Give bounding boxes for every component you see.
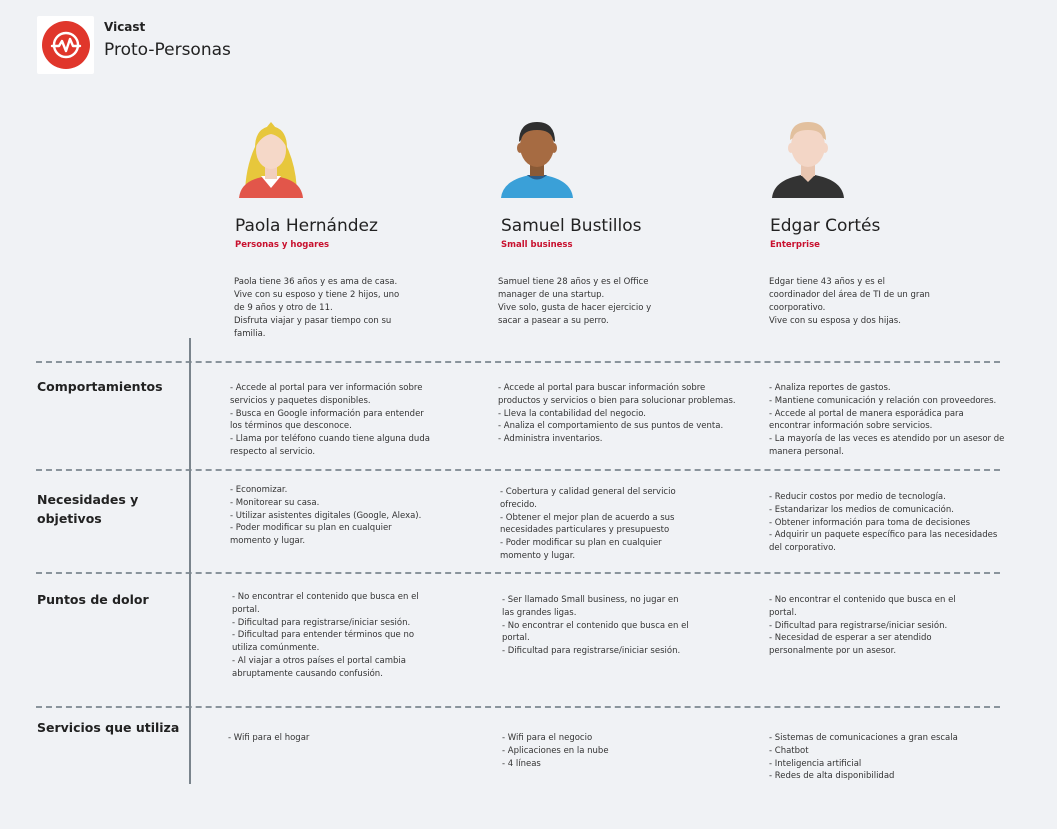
cell-dolor-edgar: - No encontrar el contenido que busca en el portal. - Dificultad para registrarse/iniciar sesión. - Necesidad de esperar a ser atendido personalmente por un asesor. — [769, 595, 956, 657]
divider — [36, 469, 1000, 471]
pulse-icon — [42, 21, 90, 69]
persona-bio: Samuel tiene 28 años y es el Office manager de una startup. Vive solo, gusta de hacer ejercicio y sacar a pasear a su perro. — [498, 277, 652, 326]
cell-necesidades-samuel: - Cobertura y calidad general del servicio ofrecido. - Obtener el mejor plan de acuerdo a sus necesidades particulares y presupuesto - Poder modificar su plan en cualquier momento y lugar. — [500, 487, 676, 561]
vertical-divider — [189, 338, 191, 784]
persona-name: Paola Hernández — [235, 216, 378, 236]
cell-dolor-samuel: - Ser llamado Small business, no jugar en las grandes ligas. - No encontrar el contenido que busca en el portal. - Dificultad para registrarse/iniciar sesión. — [502, 595, 689, 657]
persona-segment: Personas y hogares — [235, 240, 330, 250]
cell-servicios-edgar: - Sistemas de comunicaciones a gran escala - Chatbot - Inteligencia artificial - Redes de alta disponibilidad — [769, 733, 958, 782]
persona-segment: Enterprise — [770, 240, 820, 250]
cell-comportamientos-samuel: - Accede al portal para buscar información sobre productos y servicios o bien para solucionar problemas. - Lleva la contabilidad del negocio. - Analiza el comportamiento de sus puntos de venta. - Administra inventarios. — [498, 383, 736, 445]
divider — [36, 361, 1000, 363]
persona-segment: Small business — [501, 240, 573, 250]
cell-servicios-paola: - Wifi para el hogar — [228, 733, 310, 743]
row-label-necesidades: Necesidades y objetivos — [37, 492, 139, 526]
persona-name: Samuel Bustillos — [501, 216, 642, 236]
brand-name: Vicast — [104, 20, 146, 34]
divider — [36, 706, 1000, 708]
logo — [37, 16, 94, 74]
cell-comportamientos-edgar: - Analiza reportes de gastos. - Mantiene comunicación y relación con proveedores. - Accede al portal de manera esporádica para encontrar información sobre servicios. - La mayoría de las veces es atendido por un asesor de manera personal. — [769, 383, 1005, 457]
cell-servicios-samuel: - Wifi para el negocio - Aplicaciones en la nube - 4 líneas — [502, 733, 609, 769]
persona-name: Edgar Cortés — [770, 216, 881, 236]
cell-necesidades-paola: - Economizar. - Monitorear su casa. - Utilizar asistentes digitales (Google, Alexa). - Poder modificar su plan en cualquier momento y lugar. — [230, 485, 422, 547]
row-label-comportamientos: Comportamientos — [37, 379, 163, 394]
row-label-puntos-de-dolor: Puntos de dolor — [37, 592, 149, 607]
cell-dolor-paola: - No encontrar el contenido que busca en el portal. - Dificultad para registrarse/iniciar sesión. - Dificultad para entender términos que no utiliza comúnmente. - Al viajar a otros países el portal cambia abruptamente causando confusión. — [232, 592, 419, 679]
persona-bio: Paola tiene 36 años y es ama de casa. Vive con su esposo y tiene 2 hijos, uno de 9 años y otro de 11. Disfruta viajar y pasar tiempo con su familia. — [234, 277, 400, 339]
woman-avatar-icon — [231, 118, 311, 198]
divider — [36, 572, 1000, 574]
man-light-avatar-icon — [768, 118, 848, 198]
persona-bio: Edgar tiene 43 años y es el coordinador del área de TI de un gran coorporativo. Vive con su esposa y dos hijas. — [769, 277, 930, 326]
row-label-servicios: Servicios que utiliza — [37, 720, 180, 735]
page-title: Proto-Personas — [104, 40, 231, 60]
man-dark-avatar-icon — [497, 118, 577, 198]
cell-comportamientos-paola: - Accede al portal para ver información sobre servicios y paquetes disponibles. - Busca en Google información para entender los términos que desconoce. - Llama por teléfono cuando tiene alguna duda respecto al servicio. — [230, 383, 430, 457]
cell-necesidades-edgar: - Reducir costos por medio de tecnología. - Estandarizar los medios de comunicación. - Obtener información para toma de decisiones - Adquirir un paquete específico para las necesidades del corporativo. — [769, 492, 998, 554]
